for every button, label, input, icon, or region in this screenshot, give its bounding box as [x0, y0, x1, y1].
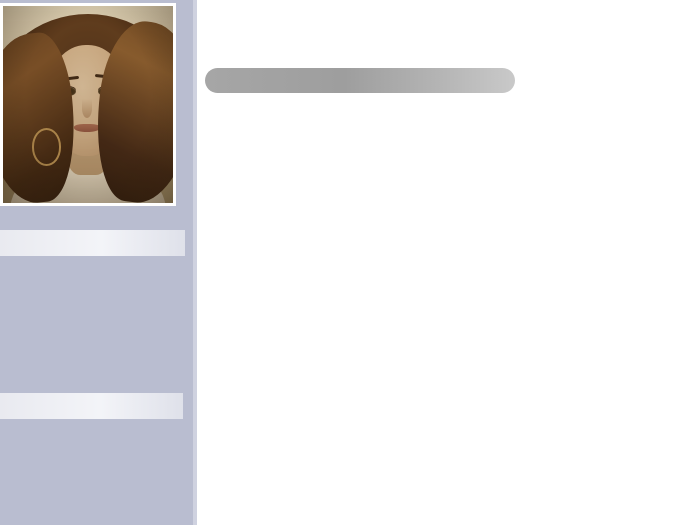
sidebar: [0, 0, 193, 525]
portrait-photo-frame: [0, 3, 176, 206]
section-header-professional-experience: [205, 68, 515, 93]
contact-heading-bar: [0, 393, 183, 419]
personal-information-heading-bar: [0, 230, 185, 256]
portrait-photo: [3, 6, 173, 203]
main-content: [197, 0, 700, 525]
photo-vignette: [3, 6, 173, 203]
